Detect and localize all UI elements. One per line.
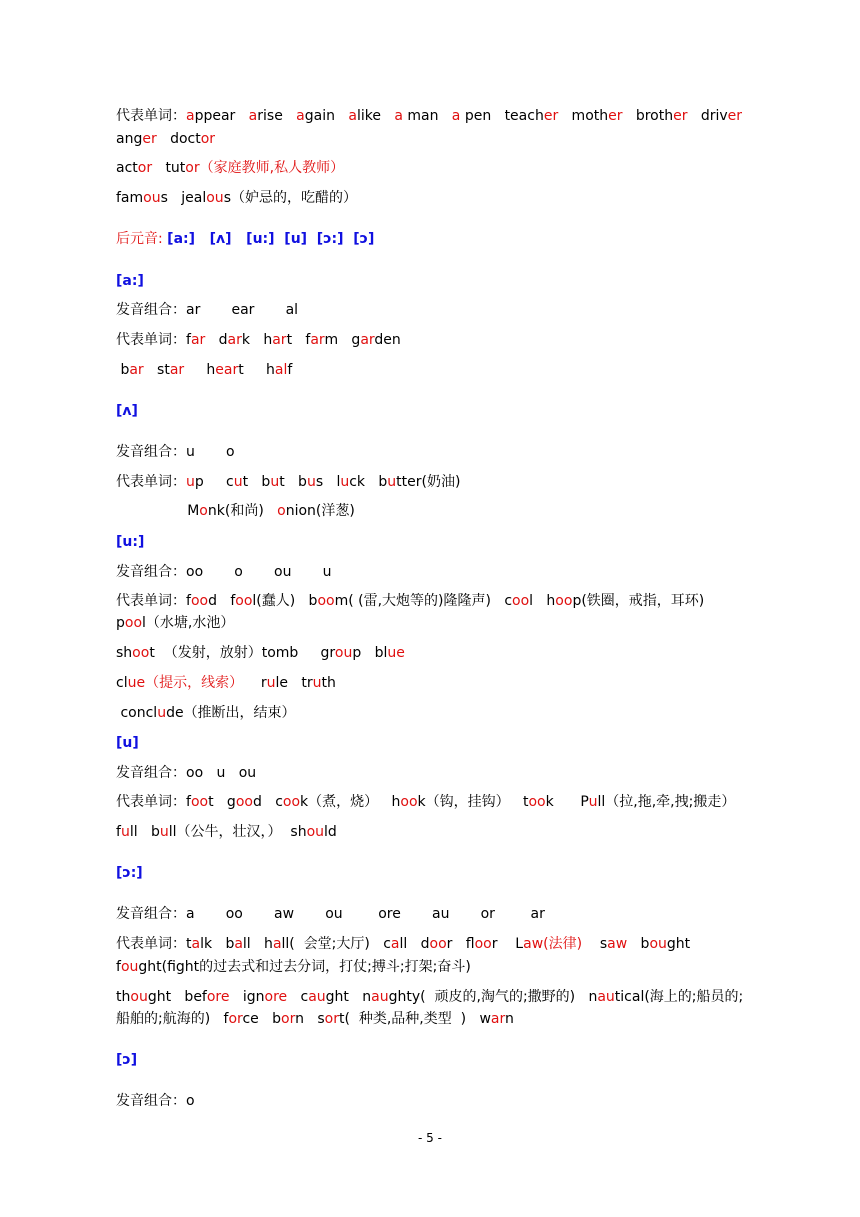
highlighted-letters: a [191, 936, 201, 952]
highlighted-letters: a [348, 108, 357, 124]
line [116, 793, 735, 811]
text-segment: nk(和尚) [207, 503, 278, 519]
highlighted-letters: aw [607, 936, 628, 952]
text-segment: ce b [242, 1011, 282, 1027]
line [116, 592, 704, 610]
highlighted-letters: o [199, 503, 208, 519]
text-segment: 代表单词： [116, 474, 186, 490]
highlighted-letters: a [451, 108, 461, 124]
text-segment: k（煮，烧） h [300, 794, 401, 810]
line [116, 189, 357, 207]
highlighted-letters: oo [124, 615, 143, 631]
text-segment: t （发射，放射）tomb gr [149, 645, 335, 661]
highlighted-letters: or [200, 131, 216, 147]
text-segment: d c [252, 794, 283, 810]
line [116, 764, 256, 782]
text-segment: n s [295, 1011, 325, 1027]
text-segment: s [582, 936, 608, 952]
text-segment: f [116, 824, 121, 840]
highlighted-letters: oo [132, 645, 150, 661]
highlighted-letters: ou [206, 190, 224, 206]
highlighted-letters: oo [235, 794, 253, 810]
highlighted-letters: aw(法律) [523, 936, 583, 952]
text-segment: t b [279, 474, 307, 490]
line [116, 1010, 514, 1028]
text-segment: den [374, 332, 401, 348]
highlighted-letters: a [248, 108, 258, 124]
text-segment: p [116, 615, 125, 631]
text-segment: r L [491, 936, 524, 952]
highlighted-letters: ou [306, 824, 325, 840]
highlighted-letters: u [266, 675, 276, 691]
text-segment: broth [622, 108, 674, 124]
highlighted-letters: oo [317, 593, 335, 609]
highlighted-letters: au [371, 989, 389, 1005]
text-segment: gain [304, 108, 349, 124]
highlighted-letters: er [608, 108, 623, 124]
line [116, 644, 405, 662]
text-segment: m g [324, 332, 361, 348]
text-segment: tical(海上的;船员的; [614, 989, 744, 1005]
line [116, 443, 235, 461]
highlighted-letters: ar [490, 1011, 505, 1027]
text-segment: s jeal [160, 190, 207, 206]
line [116, 734, 139, 752]
highlighted-letters: ear [215, 362, 239, 378]
highlighted-letters: oo [400, 794, 418, 810]
phonetic-symbol: [u] [116, 735, 139, 751]
text-segment: s（妒忌的，吃醋的） [223, 190, 357, 206]
text-segment: tut [152, 160, 186, 176]
text-segment: l(蠢人) b [252, 593, 318, 609]
text-segment: p c [194, 474, 234, 490]
text-segment: ll（拉,拖,牵,拽;搬走） [597, 794, 736, 810]
text-segment: s l [315, 474, 341, 490]
text-segment: ld [324, 824, 337, 840]
line [116, 1092, 195, 1110]
text-segment: 发音组合：o [116, 1093, 195, 1109]
highlighted-letters: ue（提示，线索） [127, 675, 244, 691]
line [116, 402, 138, 420]
phonetic-symbol: [ɔ] [116, 1052, 138, 1068]
highlighted-letters: ar [227, 332, 242, 348]
text-segment: k P [545, 794, 589, 810]
line [116, 130, 215, 148]
line [116, 1051, 137, 1069]
highlighted-letters: oo [190, 794, 209, 810]
highlighted-letters: u [120, 824, 130, 840]
text-segment: b [627, 936, 650, 952]
text-segment: pen teach [460, 108, 544, 124]
highlighted-letters: ou [143, 190, 161, 206]
phonetic-symbol: [ɔ:] [116, 865, 143, 881]
text-segment: 发音组合：ar ear al [116, 302, 299, 318]
line [116, 272, 144, 290]
highlighted-letters: oo [512, 593, 530, 609]
highlighted-letters: oo [555, 593, 573, 609]
highlighted-letters: er [727, 108, 743, 124]
line [116, 988, 743, 1006]
text-segment: l（水塘,水池） [142, 615, 235, 631]
highlighted-letters: 后元音: [116, 231, 168, 247]
text-segment: ght n [325, 989, 372, 1005]
text-segment: th [321, 675, 336, 691]
highlighted-letters: er [673, 108, 688, 124]
highlighted-letters: u [159, 824, 169, 840]
text-segment: 代表单词：f [116, 332, 191, 348]
text-segment: 发音组合：oo o ou u [116, 564, 332, 580]
highlighted-letters: u [312, 675, 322, 691]
phonetic-symbol: [a:] [116, 273, 144, 289]
highlighted-letters: u [186, 474, 195, 490]
text-segment: rise [257, 108, 297, 124]
highlighted-letters: al [274, 362, 288, 378]
highlighted-letters: u [588, 794, 598, 810]
text-segment: 代表单词：f [116, 794, 191, 810]
line [116, 935, 690, 953]
highlighted-letters: ou [130, 989, 148, 1005]
highlighted-letters: a [390, 936, 400, 952]
text-segment: man [402, 108, 452, 124]
highlighted-letters: or [228, 1011, 243, 1027]
highlighted-letters: u [270, 474, 280, 490]
text-segment: nion(洋葱) [285, 503, 355, 519]
line [116, 563, 331, 581]
highlighted-letters: u [387, 474, 397, 490]
text-segment: ght [666, 936, 691, 952]
highlighted-letters: ar [129, 362, 144, 378]
highlighted-letters: ou [120, 959, 139, 975]
text-segment: concl [116, 705, 158, 721]
text-segment: t h [238, 362, 275, 378]
text-segment: f [116, 959, 121, 975]
text-segment: ght(fight的过去式和过去分词，打仗;搏斗;打架;奋斗) [138, 959, 471, 975]
line [116, 958, 471, 976]
text-segment: doct [156, 131, 201, 147]
text-segment: ll h [242, 936, 273, 952]
text-segment: d [205, 332, 228, 348]
text-segment: driv [687, 108, 728, 124]
line [116, 614, 234, 632]
highlighted-letters: au [308, 989, 326, 1005]
text-segment: k（钩，挂钩） t [417, 794, 529, 810]
text-segment: t b [242, 474, 271, 490]
highlighted-letters: ou [334, 645, 353, 661]
highlighted-letters: ar [310, 332, 325, 348]
text-segment: f [287, 362, 293, 378]
line [116, 823, 337, 841]
text-segment: t g [208, 794, 236, 810]
text-segment: t( 种类,品种,类型 ) w [338, 1011, 491, 1027]
line [116, 704, 296, 722]
text-segment: b [116, 362, 130, 378]
highlighted-letters: ue [387, 645, 405, 661]
highlighted-letters: a [296, 108, 305, 124]
text-segment: ang [116, 131, 143, 147]
highlighted-letters: or（家庭教师,私人教师） [185, 160, 345, 176]
text-segment: 发音组合：u o [116, 444, 235, 460]
highlighted-letters: u [340, 474, 350, 490]
text-segment: sh [116, 645, 133, 661]
text-segment: ll( 会堂;大厅) c [281, 936, 391, 952]
line [116, 864, 143, 882]
highlighted-letters: o [277, 503, 286, 519]
highlighted-letters: ar [360, 332, 375, 348]
text-segment: 代表单词：f [116, 593, 191, 609]
text-segment: p(铁圈，戒指，耳环) [572, 593, 705, 609]
highlighted-letters: ore [264, 989, 288, 1005]
text-segment: t f [286, 332, 311, 348]
text-segment: th [116, 989, 131, 1005]
text-segment: cl [116, 675, 128, 691]
text-segment: st [143, 362, 170, 378]
line [116, 331, 401, 349]
highlighted-letters: ou [649, 936, 667, 952]
text-segment: ghty( 顽皮的,淘气的;撒野的) n [388, 989, 598, 1005]
highlighted-letters: oo [235, 593, 253, 609]
line [116, 473, 460, 491]
line [116, 301, 298, 319]
line [116, 502, 355, 520]
text-segment: like [356, 108, 395, 124]
text-segment: ign [229, 989, 265, 1005]
text-segment: h [184, 362, 216, 378]
text-segment: 船舶的;航海的) f [116, 1011, 229, 1027]
phonetic-symbol: [u:] [116, 534, 145, 550]
text-segment: ck b [349, 474, 388, 490]
text-segment: 代表单词： [116, 108, 186, 124]
highlighted-letters: ar [169, 362, 185, 378]
highlighted-letters: oo [190, 593, 209, 609]
text-segment: M [116, 503, 200, 519]
highlighted-letters: a [234, 936, 243, 952]
line [116, 674, 336, 692]
highlighted-letters: a [272, 936, 282, 952]
highlighted-letters: oo [282, 794, 301, 810]
line [116, 533, 144, 551]
highlighted-letters: er [142, 131, 157, 147]
highlighted-letters: or [281, 1011, 296, 1027]
highlighted-letters: oo [528, 794, 546, 810]
page-number: - 5 - [418, 1131, 442, 1145]
text-segment: c [287, 989, 309, 1005]
text-segment: ppear [194, 108, 249, 124]
highlighted-letters: ar [272, 332, 287, 348]
text-segment: moth [558, 108, 609, 124]
highlighted-letters: a [186, 108, 195, 124]
highlighted-letters: au [597, 989, 615, 1005]
phonetic-symbol: [ʌ] [116, 403, 138, 419]
highlighted-letters: u [157, 705, 167, 721]
text-segment: de（推断出，结束） [166, 705, 296, 721]
highlighted-letters: or [137, 160, 153, 176]
line [116, 107, 742, 125]
text-segment: ll（公牛，壮汉，） sh [168, 824, 307, 840]
text-segment: ght bef [147, 989, 207, 1005]
highlighted-letters: ore [206, 989, 230, 1005]
text-segment: tter(奶油) [396, 474, 461, 490]
text-segment: p bl [352, 645, 388, 661]
text-segment: ll d [399, 936, 430, 952]
highlighted-letters: or [324, 1011, 339, 1027]
highlighted-letters: a [394, 108, 403, 124]
highlighted-letters: oo [429, 936, 447, 952]
text-segment: d f [208, 593, 236, 609]
text-segment: 发音组合：a oo aw ou ore au or ar [116, 906, 545, 922]
highlighted-letters: ar [190, 332, 206, 348]
highlighted-letters: er [543, 108, 559, 124]
text-segment: m( (雷,大炮等的)隆隆声) c [334, 593, 513, 609]
text-segment: act [116, 160, 138, 176]
line [116, 159, 344, 177]
text-segment: 代表单词：t [116, 936, 192, 952]
text-segment: fam [116, 190, 144, 206]
text-segment: r [243, 675, 267, 691]
line [116, 361, 292, 379]
line [116, 905, 545, 923]
text-segment: le tr [275, 675, 313, 691]
phonetic-symbol: [a:] [ʌ] [u:] [u] [ɔ:] [ɔ] [167, 231, 375, 247]
text-segment: r fl [446, 936, 475, 952]
text-segment: l h [529, 593, 556, 609]
text-segment: k h [241, 332, 273, 348]
text-segment: 发音组合：oo u ou [116, 765, 257, 781]
highlighted-letters: u [306, 474, 316, 490]
highlighted-letters: u [233, 474, 243, 490]
text-segment: lk b [200, 936, 235, 952]
highlighted-letters: oo [474, 936, 492, 952]
text-segment: ll b [129, 824, 160, 840]
text-segment: n [505, 1011, 514, 1027]
line [116, 230, 374, 248]
